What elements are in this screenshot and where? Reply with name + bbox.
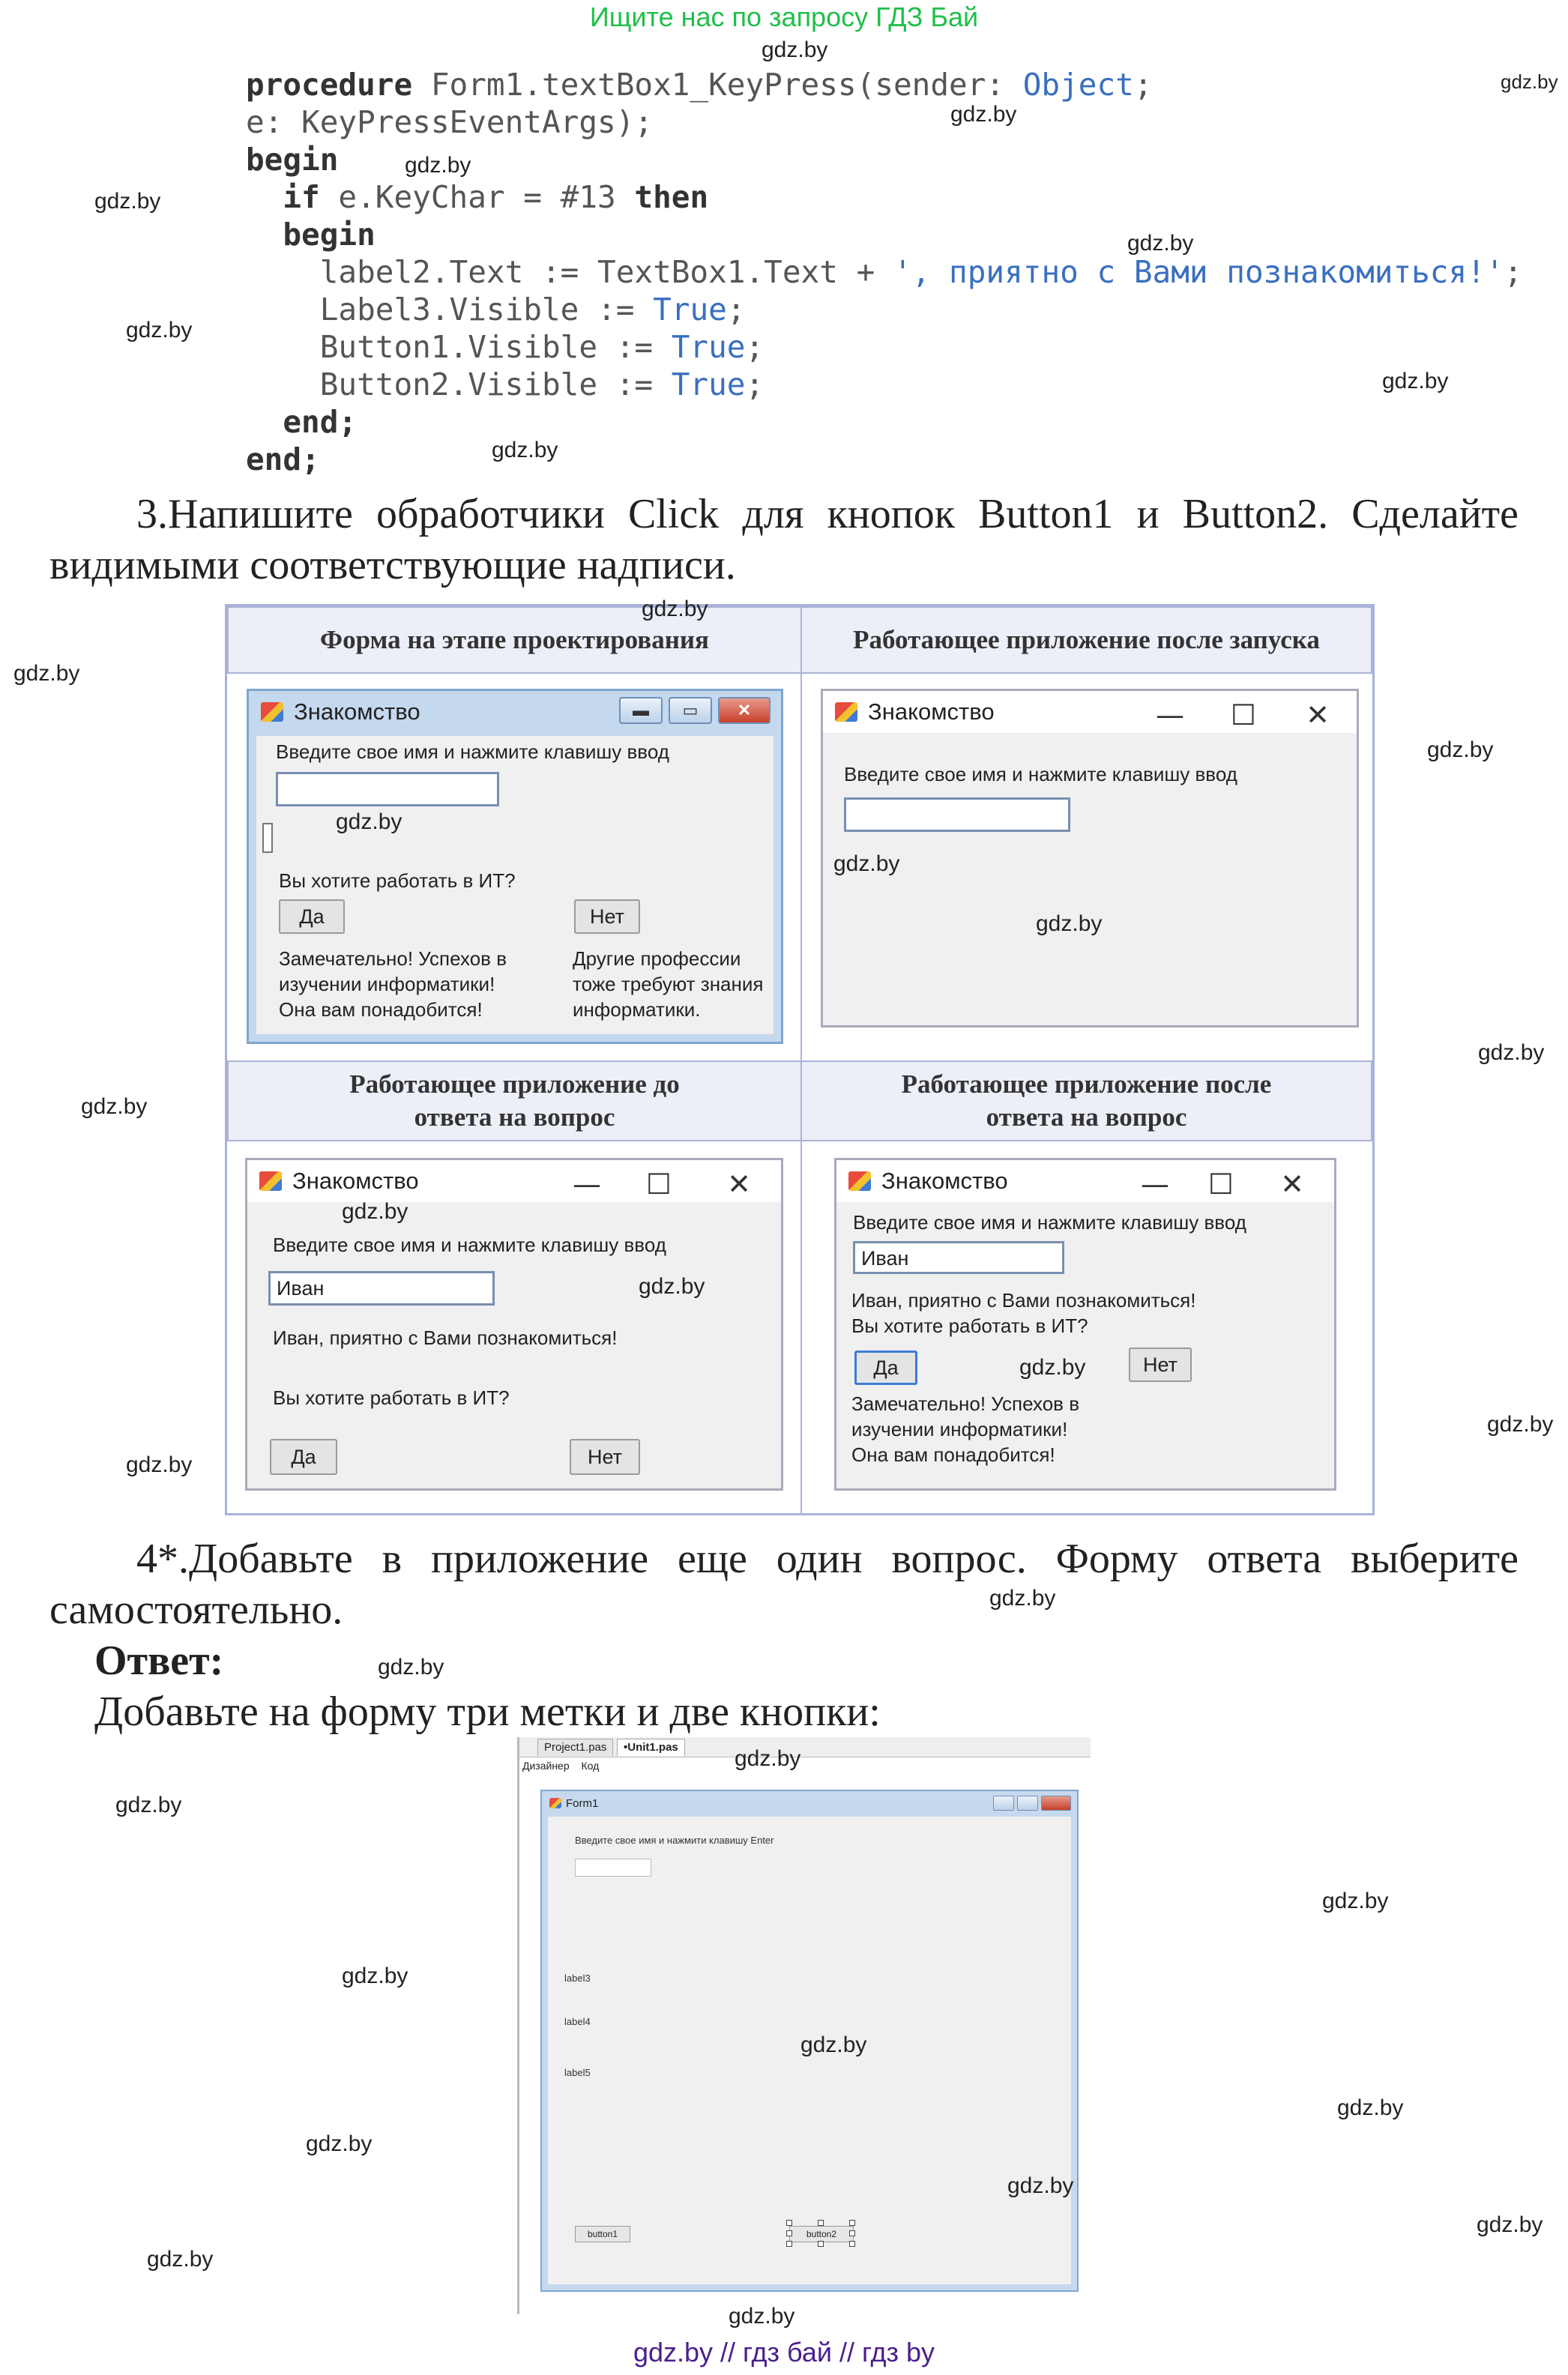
form-titlebar [542, 1791, 1077, 1815]
resize-handle[interactable] [818, 2220, 824, 2226]
app-icon [835, 702, 857, 722]
tab-designer[interactable]: Дизайнер [522, 1760, 570, 1772]
code-text: Label3.Visible := [319, 292, 654, 328]
app-icon [261, 702, 283, 722]
minimize-icon[interactable]: ▬ [619, 697, 663, 724]
watermark: gdz.by [378, 1655, 444, 1680]
watermark: gdz.by [639, 1274, 705, 1299]
design-form-window [247, 689, 783, 1044]
before-answer-window [245, 1158, 783, 1491]
close-icon[interactable] [1041, 1796, 1071, 1811]
label4: label4 [564, 2016, 591, 2027]
window-title: Знакомство [292, 1168, 419, 1194]
name-textbox[interactable] [844, 797, 1070, 832]
code-keyword: begin [283, 217, 376, 253]
code-text: ; [1504, 254, 1523, 290]
window-body [256, 736, 774, 1034]
minimize-icon[interactable]: — [1141, 1168, 1169, 1201]
app-icon [549, 1798, 561, 1808]
minimize-icon[interactable] [993, 1796, 1014, 1811]
watermark: gdz.by [1382, 369, 1449, 393]
code-keyword: if [283, 179, 320, 215]
close-icon[interactable]: ✕ [718, 697, 771, 724]
code-value: True [653, 292, 727, 328]
code-text: ; [745, 366, 765, 402]
prompt-label: Введите свое имя и нажмите клавишу ввод [273, 1234, 666, 1256]
watermark: gdz.by [1478, 1040, 1545, 1065]
table-divider [800, 674, 802, 1060]
view-tabs [522, 1760, 599, 1772]
task-3-text: 3.Напишите обработчики Click для кнопок Button1 и Button2. Сделайте видимыми соответствующие надписи. [49, 491, 1519, 588]
watermark: gdz.by [1322, 1889, 1389, 1913]
top-banner[interactable]: Ищите нас по запросу ГДЗ Бай [589, 1, 979, 32]
watermark: gdz.by [147, 2247, 214, 2272]
code-text: e: KeyPressEventArgs); [246, 104, 654, 140]
table-header-after-start: Работающее приложение после запуска [800, 606, 1372, 674]
watermark: gdz.by [94, 189, 161, 214]
code-text: ; [726, 292, 746, 328]
after-answer-window [834, 1158, 1336, 1491]
question-label: Вы хотите работать в ИТ? [851, 1315, 1088, 1337]
screenshots-table [225, 604, 1375, 1515]
app-icon [848, 1171, 871, 1191]
window-title: Знакомство [881, 1168, 1008, 1194]
answer-yes-label: Замечательно! Успехов в изучении информатики! Она вам понадобится! [279, 947, 507, 1021]
watermark: gdz.by [989, 1586, 1056, 1611]
watermark: gdz.by [950, 102, 1017, 127]
close-icon[interactable]: ✕ [1306, 698, 1330, 731]
footer[interactable]: gdz.by // гдз бай // гдз by [633, 2337, 935, 2368]
table-header-after-answer: Работающее приложение после ответа на вопрос [800, 1060, 1372, 1141]
tab-code[interactable]: Код [581, 1760, 600, 1772]
close-icon[interactable]: ✕ [727, 1168, 751, 1201]
watermark: gdz.by [729, 2304, 795, 2329]
tab-project1[interactable]: Project1.pas [537, 1739, 613, 1756]
watermark: gdz.by [492, 438, 558, 462]
code-text: e.KeyChar = #13 [319, 179, 635, 215]
code-string: ', приятно с Вами познакомиться!' [893, 254, 1504, 290]
resize-handle[interactable] [849, 2220, 855, 2226]
code-text: ; [1133, 67, 1153, 103]
prompt-label: Введите свое имя и нажмите клавишу ввод [276, 740, 669, 763]
code-value: True [671, 329, 746, 365]
watermark: gdz.by [833, 851, 900, 876]
ide-designer-screenshot [517, 1737, 1091, 2314]
window-title: Знакомство [294, 698, 420, 725]
button2[interactable]: button2 [789, 2226, 854, 2242]
watermark: gdz.by [1477, 2212, 1543, 2237]
code-keyword: end; [283, 404, 358, 440]
resize-handle[interactable] [786, 2220, 792, 2226]
code-keyword: begin [246, 142, 339, 178]
code-keyword: procedure [246, 67, 413, 103]
label5: label5 [564, 2067, 591, 2078]
code-text: ; [745, 329, 765, 365]
minimize-icon[interactable]: — [573, 1168, 601, 1201]
code-text: Button2.Visible := [319, 366, 672, 402]
maximize-icon[interactable]: ☐ [645, 1168, 672, 1201]
watermark: gdz.by [126, 318, 193, 342]
window-body [836, 1204, 1334, 1488]
no-button[interactable]: Нет [1129, 1348, 1192, 1382]
close-icon[interactable]: ✕ [1280, 1168, 1304, 1201]
code-value: True [671, 366, 746, 402]
window-body [247, 1204, 781, 1488]
answer-yes-label: Замечательно! Успехов в изучении информатики! Она вам понадобится! [851, 1392, 1080, 1466]
code-block [246, 66, 1522, 478]
app-icon [259, 1171, 282, 1191]
watermark: gdz.by [1501, 70, 1558, 93]
empty-label-handle [262, 823, 273, 853]
code-keyword: end; [246, 441, 320, 477]
button1[interactable]: button1 [575, 2226, 630, 2242]
code-type: Object [1022, 67, 1134, 103]
maximize-icon[interactable]: ☐ [1207, 1168, 1234, 1201]
watermark: gdz.by [762, 37, 828, 62]
window-titlebar [823, 691, 1357, 733]
watermark: gdz.by [1007, 2173, 1074, 2198]
name-textbox[interactable]: Иван [268, 1271, 495, 1306]
watermark: gdz.by [642, 597, 708, 621]
watermark: gdz.by [1036, 911, 1103, 936]
code-text: Form1.textBox1_KeyPress(sender: [412, 67, 1023, 103]
prompt-label: Введите свое имя и нажмите клавишу ввод [853, 1211, 1246, 1234]
resize-handle[interactable] [786, 2230, 792, 2236]
watermark: gdz.by [306, 2131, 373, 2156]
answer-no-label: Другие профессии тоже требуют знания информатики. [573, 947, 764, 1021]
watermark: gdz.by [1487, 1412, 1554, 1437]
name-textbox[interactable]: Иван [853, 1241, 1064, 1274]
maximize-icon[interactable] [1017, 1796, 1038, 1811]
table-header-before-answer: Работающее приложение до ответа на вопрос [227, 1060, 802, 1141]
editor-tabs [519, 1737, 1091, 1757]
table-divider [800, 1141, 802, 1513]
watermark: gdz.by [735, 1746, 801, 1771]
watermark: gdz.by [13, 661, 80, 686]
maximize-icon[interactable]: ☐ [1230, 698, 1256, 731]
task-4-text: 4*.Добавьте в приложение еще один вопрос. Форму ответа выберите самостоятельно. [49, 1536, 1519, 1633]
yes-button[interactable]: Да [854, 1351, 917, 1385]
window-titlebar [247, 1160, 781, 1202]
minimize-icon[interactable]: — [1156, 698, 1184, 731]
window-titlebar [836, 1160, 1334, 1202]
watermark: gdz.by [115, 1793, 182, 1817]
name-textbox[interactable] [575, 1859, 651, 1877]
yes-button[interactable]: Да [279, 899, 345, 934]
name-textbox[interactable] [276, 772, 499, 806]
watermark: gdz.by [1127, 231, 1194, 256]
watermark: gdz.by [126, 1452, 193, 1477]
watermark: gdz.by [81, 1094, 148, 1119]
prompt-label: Введите свое имя и нажмити клавишу Enter [575, 1835, 774, 1846]
answer-heading: Ответ: [94, 1638, 224, 1684]
no-button[interactable]: Нет [574, 899, 640, 934]
label3: label3 [564, 1973, 591, 1984]
resize-handle[interactable] [849, 2241, 855, 2247]
answer-text: Добавьте на форму три метки и две кнопки: [94, 1689, 881, 1735]
watermark: gdz.by [342, 1964, 408, 1988]
code-keyword: then [634, 179, 709, 215]
watermark: gdz.by [1337, 2095, 1404, 2120]
running-app-window [821, 689, 1359, 1027]
question-label: Вы хотите работать в ИТ? [273, 1386, 510, 1409]
watermark: gdz.by [405, 153, 471, 178]
table-header-design: Форма на этапе проектирования [227, 606, 802, 674]
window-titlebar [249, 691, 781, 733]
prompt-label: Введите свое имя и нажмите клавишу ввод [844, 763, 1237, 785]
resize-handle[interactable] [849, 2230, 855, 2236]
greeting-label: Иван, приятно с Вами познакомиться! [851, 1289, 1196, 1312]
question-label: Вы хотите работать в ИТ? [279, 869, 516, 892]
greeting-label: Иван, приятно с Вами познакомиться! [273, 1327, 618, 1349]
window-title: Знакомство [868, 698, 995, 725]
code-text: label2.Text := TextBox1.Text + [319, 254, 893, 290]
maximize-icon[interactable]: ▭ [669, 697, 712, 724]
form-title: Form1 [566, 1796, 599, 1810]
watermark: gdz.by [336, 809, 402, 834]
window-body [823, 734, 1357, 1025]
watermark: gdz.by [800, 2033, 867, 2057]
tab-unit1[interactable]: •Unit1.pas [617, 1739, 685, 1756]
resize-handle[interactable] [786, 2241, 792, 2247]
yes-button[interactable]: Да [270, 1439, 337, 1475]
watermark: gdz.by [1427, 737, 1494, 762]
watermark: gdz.by [1019, 1355, 1086, 1380]
resize-handle[interactable] [818, 2241, 824, 2247]
no-button[interactable]: Нет [570, 1439, 640, 1475]
code-text: Button1.Visible := [319, 329, 672, 365]
watermark: gdz.by [342, 1199, 408, 1224]
